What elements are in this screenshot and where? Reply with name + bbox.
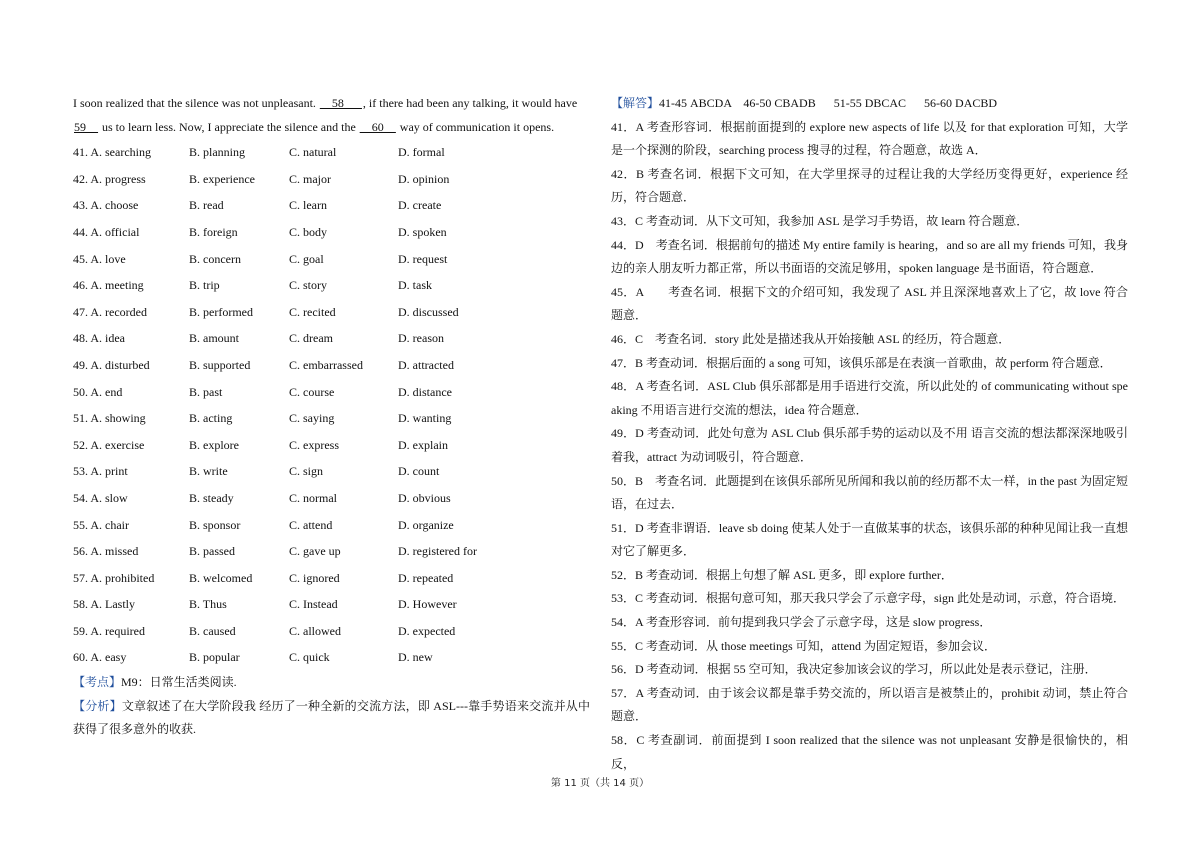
option-d: D. registered for	[398, 544, 477, 559]
option-d: D. count	[398, 464, 440, 479]
option-b: B. popular	[189, 650, 240, 665]
option-c: C. body	[289, 224, 328, 239]
explanation-item: 53．C 考查动词．根据句意可知，那天我只学会了示意字母，sign 此处是动词，示意，符合语境．	[611, 591, 1126, 606]
explanation-item: 48．A 考查名词．ASL Club 俱乐部都是用手语进行交流，所以此处的 of communicating without speaking 不用语言进行交流的想法，idea 符合题意．	[611, 379, 1128, 417]
option-a: 55. A. chair	[73, 517, 129, 532]
option-a: 51. A. showing	[73, 411, 146, 426]
explanation-item: 45．A 考查名词．根据下文的介绍可知，我发现了 ASL 并且深深地喜欢上了它，故 love 符合题意．	[611, 284, 1128, 323]
option-d: D. explain	[398, 437, 448, 452]
explanation-item: 57．A 考查动词．由于该会议都是靠手势交流的，所以语言是被禁止的，prohibit 动词，禁止符合题意．	[611, 685, 1128, 724]
option-a: 45. A. love	[73, 251, 126, 266]
explanation-item: 50．B 考查名词．此题提到在该俱乐部所见所闻和我以前的经历都不太一样，in the past 为固定短语，在过去．	[611, 473, 1128, 512]
option-b: B. write	[189, 464, 228, 479]
explanation-item: 54．A 考查形容词．前句提到我只学会了示意字母，这是 slow progress．	[611, 615, 992, 630]
option-b: B. welcomed	[189, 570, 253, 585]
option-row	[73, 591, 590, 618]
fenxi-block	[73, 695, 590, 742]
option-row	[73, 246, 590, 273]
kaodian-block	[73, 671, 590, 695]
option-c: C. embarrassed	[289, 357, 363, 372]
option-b: B. read	[189, 198, 224, 213]
option-a: 46. A. meeting	[73, 278, 144, 293]
option-c: C. sign	[289, 464, 324, 479]
explanation-item: 41．A 考查形容词．根据前面提到的 explore new aspects of life 以及 for that exploration 可知，大学是一个探测的阶段，searching process 搜寻的过程，符合题意，故选 A．	[611, 119, 1128, 158]
kaodian-tag: 【考点】	[73, 675, 122, 690]
option-a: 54. A. slow	[73, 490, 128, 505]
option-a: 43. A. choose	[73, 198, 139, 213]
answer-key	[611, 92, 1128, 116]
option-a: 41. A. searching	[73, 145, 151, 160]
explanation-item: 52．B 考查动词．根据上句想了解 ASL 更多，即 explore further．	[611, 567, 953, 582]
option-a: 50. A. end	[73, 384, 123, 399]
option-row	[73, 432, 590, 459]
option-d: D. opinion	[398, 171, 450, 186]
option-d: D. wanting	[398, 411, 452, 426]
option-d: D. spoken	[398, 224, 447, 239]
fenxi-text: 文章叙述了在大学阶段我 经历了一种全新的交流方法，即 ASL---靠手势语来交流并从中获得了很多意外的收获.	[73, 698, 590, 737]
option-row	[73, 166, 590, 193]
fenxi-tag: 【分析】	[73, 698, 122, 713]
option-row	[73, 405, 590, 432]
option-d: D. organize	[398, 517, 454, 532]
option-a: 57. A. prohibited	[73, 570, 155, 585]
option-a: 48. A. idea	[73, 331, 125, 346]
left-column	[73, 92, 590, 742]
option-row	[73, 485, 590, 512]
option-c: C. Instead	[289, 597, 338, 612]
passage-text: I soon realized that the silence was not unpleasant.	[73, 96, 316, 110]
explanation-item: 47．B 考查动词．根据后面的 a song 可知，该俱乐部是在表演一首歌曲，故 perform 符合题意．	[611, 355, 1112, 370]
option-row	[73, 352, 590, 379]
option-row	[73, 299, 590, 326]
option-d: D. expected	[398, 623, 456, 638]
blank-59: 59__	[74, 119, 98, 134]
option-row	[73, 272, 590, 299]
option-row	[73, 538, 590, 565]
explanation-item: 51．D 考查非谓语．leave sb doing 使某人处于一直做某事的状态，该俱乐部的种种见闻让我一直想对它了解更多．	[611, 520, 1128, 559]
option-a: 47. A. recorded	[73, 304, 147, 319]
page-footer: 第 11 页（共 14 页）	[550, 778, 650, 789]
option-d: D. attracted	[398, 357, 454, 372]
option-a: 60. A. easy	[73, 650, 127, 665]
option-d: D. distance	[398, 384, 452, 399]
explanation-item: 58．C 考查副词．前面提到 I soon realized that the silence was not unpleasant 安静是很愉快的，相反，	[611, 733, 1128, 771]
option-b: B. amount	[189, 331, 239, 346]
blank-60: __60__	[359, 119, 396, 134]
option-row	[73, 618, 590, 645]
option-row	[73, 379, 590, 406]
passage-line-2	[73, 116, 590, 140]
option-row	[73, 644, 590, 671]
option-d: D. reason	[398, 331, 444, 346]
option-row	[73, 325, 590, 352]
option-b: B. Thus	[189, 597, 227, 612]
option-b: B. experience	[189, 171, 255, 186]
option-b: B. caused	[189, 623, 236, 638]
explanation-item: 43．C 考查动词．从下文可知，我参加 ASL 是学习手势语，故 learn 符合题意．	[611, 213, 1029, 228]
option-d: D. create	[398, 198, 442, 213]
option-c: C. story	[289, 278, 328, 293]
option-a: 49. A. disturbed	[73, 357, 150, 372]
option-c: C. attend	[289, 517, 333, 532]
explanation-item: 44．D 考查名词．根据前句的描述 My entire family is hearing，and so are all my friends 可知，我身边的亲人朋友听力都正常，所以书面语的交流足够用，spoken language 是书面语，符合题意．	[611, 237, 1128, 276]
option-b: B. steady	[189, 490, 234, 505]
option-c: C. learn	[289, 198, 327, 213]
option-c: C. normal	[289, 490, 337, 505]
option-c: C. goal	[289, 251, 324, 266]
blank-58: __58___	[319, 96, 362, 110]
right-column	[611, 92, 1128, 776]
option-b: B. performed	[189, 304, 253, 319]
option-a: 52. A. exercise	[73, 437, 145, 452]
option-b: B. planning	[189, 145, 245, 160]
option-a: 59. A. required	[73, 623, 145, 638]
explanation-item: 56．D 考查动词．根据 55 空可知，我决定参加该会议的学习，所以此处是表示登记，注册．	[611, 662, 1097, 677]
option-row	[73, 458, 590, 485]
explanation-item: 49．D 考查动词．此处句意为 ASL Club 俱乐部手势的运动以及不用 语言交流的想法都深深地吸引着我，attract 为动词吸引，符合题意．	[611, 426, 1128, 464]
explanations-list	[611, 116, 1128, 777]
option-c: C. ignored	[289, 570, 340, 585]
option-a: 56. A. missed	[73, 544, 139, 559]
option-row	[73, 139, 590, 166]
explanation-item: 46．C 考查名词．story 此处是描述我从开始接触 ASL 的经历，符合题意．	[611, 331, 1011, 346]
option-d: D. new	[398, 650, 433, 665]
answer-key-text: 41-45 ABCDA 46-50 CBADB 51-55 DBCAC 56-60 DACBD	[659, 96, 998, 110]
explanation-item: 55．C 考查动词．从 those meetings 可知，attend 为固定短语，参加会议．	[611, 638, 996, 653]
option-c: C. course	[289, 384, 335, 399]
kaodian-text: M9：日常生活类阅读.	[121, 675, 237, 690]
passage-text: us to learn less. Now, I appreciate the silence and the	[102, 119, 356, 134]
option-d: D. discussed	[398, 304, 459, 319]
option-a: 44. A. official	[73, 224, 140, 239]
passage-text: , if there had been any talking, it would have	[362, 96, 578, 110]
passage-line-1	[73, 92, 590, 116]
option-c: C. dream	[289, 331, 333, 346]
option-b: B. passed	[189, 544, 235, 559]
options-list	[73, 139, 590, 671]
option-b: B. acting	[189, 411, 233, 426]
option-b: B. past	[189, 384, 223, 399]
option-c: C. express	[289, 437, 339, 452]
option-row	[73, 512, 590, 539]
passage-text: way of communication it opens.	[399, 119, 555, 134]
option-d: D. request	[398, 251, 448, 266]
option-d: D. However	[398, 597, 457, 612]
option-b: B. concern	[189, 251, 241, 266]
option-a: 53. A. print	[73, 464, 128, 479]
option-d: D. repeated	[398, 570, 454, 585]
option-c: C. quick	[289, 650, 330, 665]
option-b: B. supported	[189, 357, 251, 372]
option-a: 42. A. progress	[73, 171, 146, 186]
option-c: C. allowed	[289, 623, 341, 638]
option-d: D. formal	[398, 145, 445, 160]
jieda-tag: 【解答】	[611, 96, 660, 110]
option-c: C. gave up	[289, 544, 341, 559]
option-c: C. major	[289, 171, 331, 186]
option-d: D. task	[398, 278, 432, 293]
option-b: B. trip	[189, 278, 220, 293]
option-b: B. foreign	[189, 224, 238, 239]
option-c: C. natural	[289, 145, 337, 160]
option-row	[73, 192, 590, 219]
explanation-item: 42．B 考查名词．根据下文可知，在大学里探寻的过程让我的大学经历变得更好，experience 经历，符合题意．	[611, 166, 1128, 205]
option-c: C. recited	[289, 304, 336, 319]
option-b: B. explore	[189, 437, 239, 452]
option-c: C. saying	[289, 411, 335, 426]
option-d: D. obvious	[398, 490, 451, 505]
option-b: B. sponsor	[189, 517, 241, 532]
option-row	[73, 219, 590, 246]
option-row	[73, 565, 590, 592]
option-a: 58. A. Lastly	[73, 597, 135, 612]
